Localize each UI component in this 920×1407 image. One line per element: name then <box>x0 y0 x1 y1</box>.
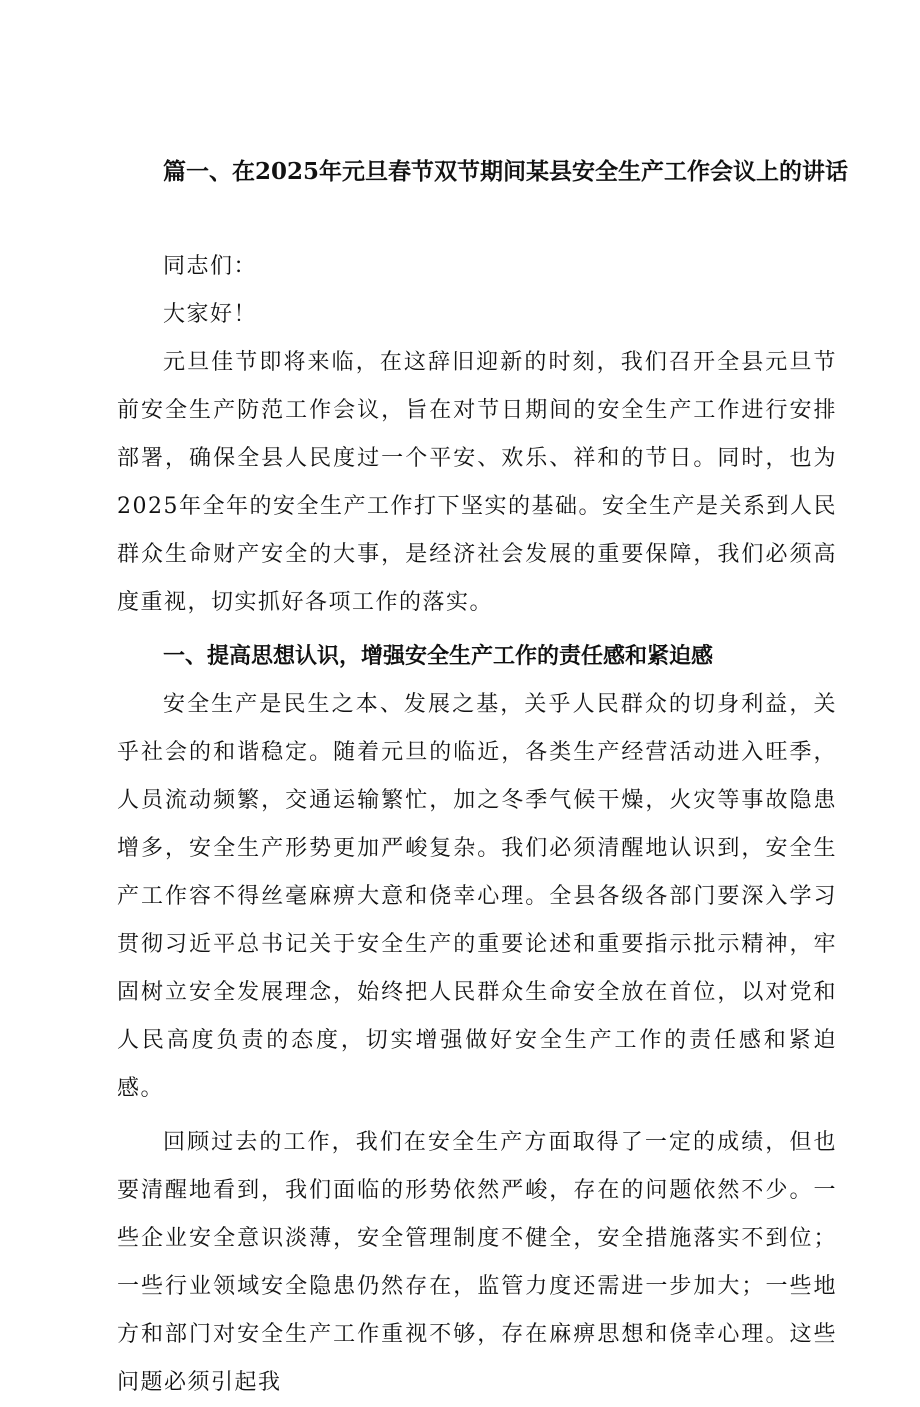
greeting: 同志们： <box>163 254 258 279</box>
document-title: 篇一、在2025年元旦春节双节期间某县安全生产工作会议上的讲话 <box>163 158 849 185</box>
document-body <box>117 243 837 1407</box>
salutation: 大家好！ <box>163 302 258 327</box>
intro-paragraph: 元旦佳节即将来临，在这辞旧迎新的时刻，我们召开全县元旦节前安全生产防范工作会议，旨在对节日期间的安全生产工作进行安排部署，确保全县人民度过一个平安、欢乐、祥和的节日。同时，也为2025年全年的安全生产工作打下坚实的基础。安全生产是关系到人民群众生命财产安全的大事，是经济社会发展的重要保障，我们必须高度重视，切实抓好各项工作的落实。 <box>117 350 837 615</box>
section1-paragraph-2: 回顾过去的工作，我们在安全生产方面取得了一定的成绩，但也要清醒地看到，我们面临的形势依然严峻，存在的问题依然不少。一些企业安全意识淡薄，安全管理制度不健全，安全措施落实不到位；一些行业领域安全隐患仍然存在，监管力度还需进一步加大；一些地方和部门对安全生产工作重视不够，存在麻痹思想和侥幸心理。这些问题必须引起我 <box>117 1130 837 1395</box>
section-heading-1: 一、提高思想认识，增强安全生产工作的责任感和紧迫感 <box>163 644 714 669</box>
section1-paragraph-1: 安全生产是民生之本、发展之基，关乎人民群众的切身利益，关乎社会的和谐稳定。随着元旦的临近，各类生产经营活动进入旺季，人员流动频繁，交通运输繁忙，加之冬季气候干燥，火灾等事故隐患增多，安全生产形势更加严峻复杂。我们必须清醒地认识到，安全生产工作容不得丝毫麻痹大意和侥幸心理。全县各级各部门要深入学习贯彻习近平总书记关于安全生产的重要论述和重要指示批示精神，牢固树立安全发展理念，始终把人民群众生命安全放在首位，以对党和人民高度负责的态度，切实增强做好安全生产工作的责任感和紧迫感。 <box>117 692 837 1101</box>
